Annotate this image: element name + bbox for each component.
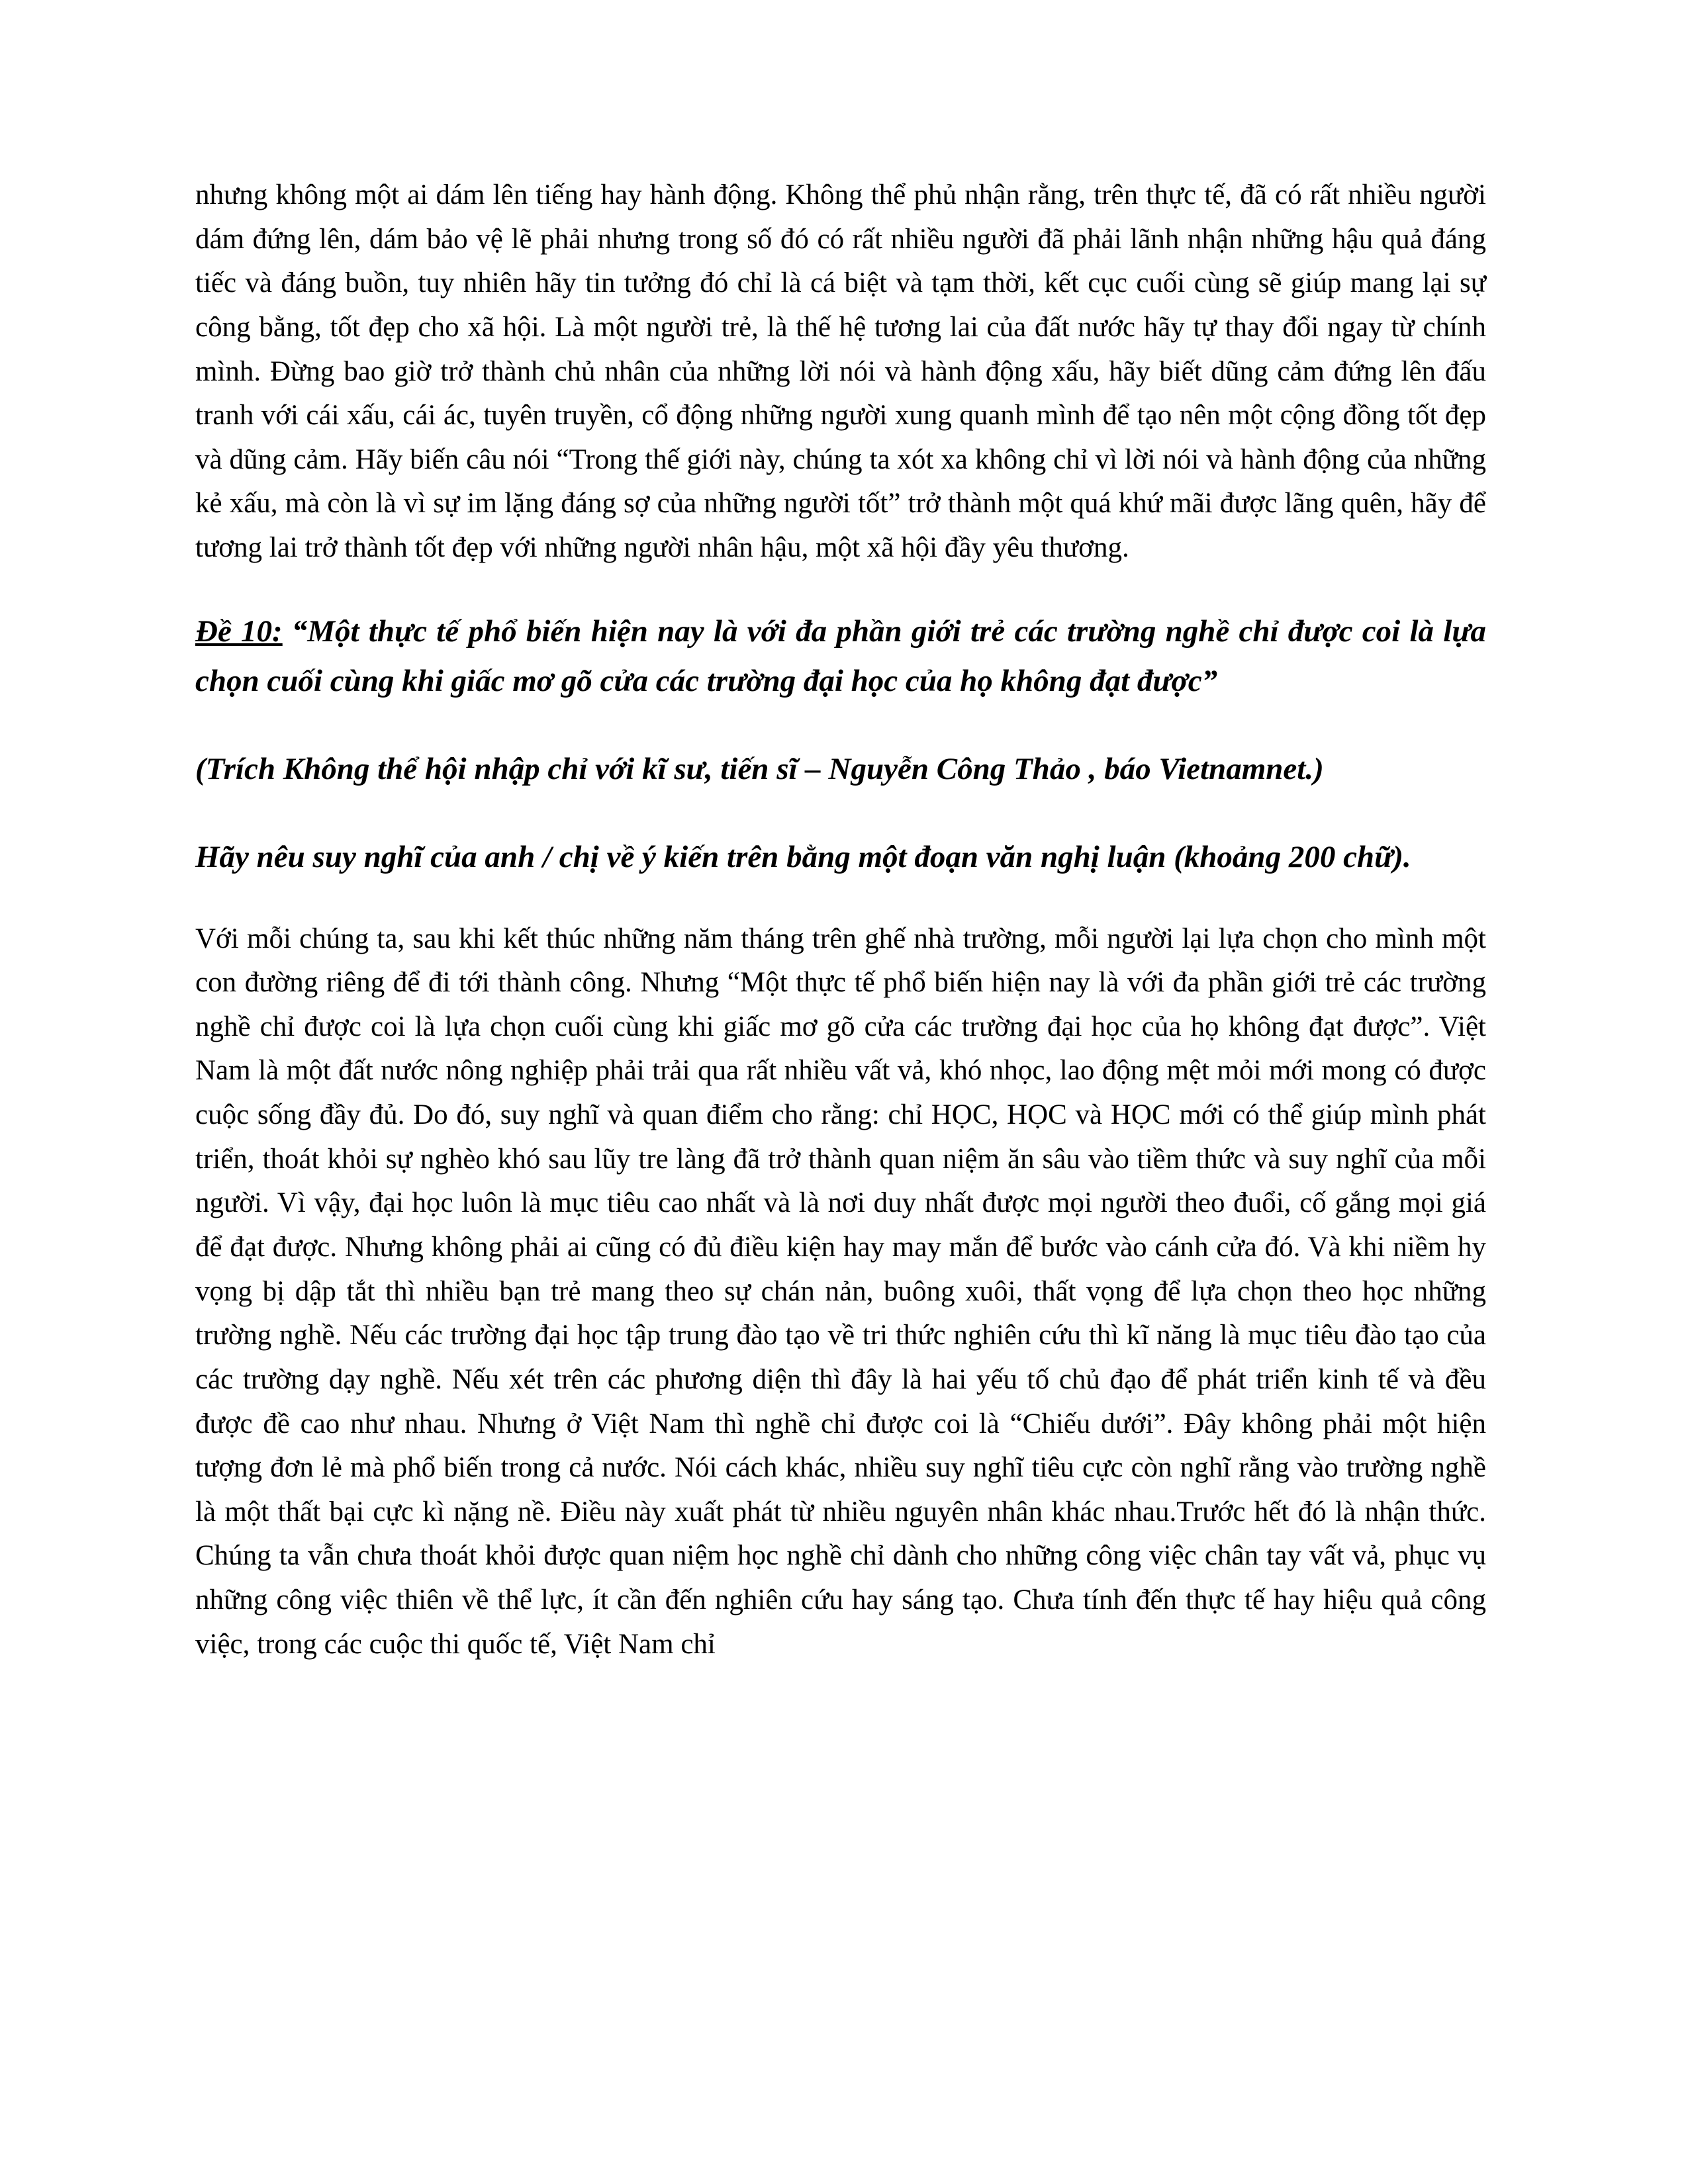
page-content bbox=[195, 173, 1486, 1666]
topic-heading bbox=[195, 607, 1486, 706]
paragraph-continuation: nhưng không một ai dám lên tiếng hay hành động. Không thể phủ nhận rằng, trên thực tế, đã có rất nhiều người dám đứng lên, dám bảo vệ lẽ phải nhưng trong số đó có rất nhiều người đã phải lãnh nhận những hậu quả đáng tiếc và đáng buồn, tuy nhiên hãy tin tưởng đó chỉ là cá biệt và tạm thời, kết cục cuối cùng sẽ giúp mang lại sự công bằng, tốt đẹp cho xã hội. Là một người trẻ, là thế hệ tương lai của đất nước hãy tự thay đổi ngay từ chính mình. Đừng bao giờ trở thành chủ nhân của những lời nói và hành động xấu, hãy biết dũng cảm đứng lên đấu tranh với cái xấu, cái ác, tuyên truyền, cổ động những người xung quanh mình để tạo nên một cộng đồng tốt đẹp và dũng cảm. Hãy biến câu nói “Trong thế giới này, chúng ta xót xa không chỉ vì lời nói và hành động của những kẻ xấu, mà còn là vì sự im lặng đáng sợ của những người tốt” trở thành một quá khứ mãi được lãng quên, hãy để tương lai trở thành tốt đẹp với những người nhân hậu, một xã hội đầy yêu thương. bbox=[195, 179, 1486, 564]
citation-line: (Trích Không thể hội nhập chỉ với kĩ sư, tiến sĩ – Nguyễn Công Thảo , báo Vietnamnet.) bbox=[195, 752, 1324, 787]
topic-label: Đề 10: bbox=[195, 614, 283, 649]
topic-quote: “Một thực tế phổ biến hiện nay là với đa phần giới trẻ các trường nghề chỉ được coi là lựa chọn cuối cùng khi giấc mơ gõ cửa các trường đại học của họ không đạt được” bbox=[195, 614, 1486, 698]
essay-body: Với mỗi chúng ta, sau khi kết thúc những năm tháng trên ghế nhà trường, mỗi người lại lựa chọn cho mình một con đường riêng để đi tới thành công. Nhưng “Một thực tế phổ biến hiện nay là với đa phần giới trẻ các trường nghề chỉ được coi là lựa chọn cuối cùng khi giấc mơ gõ cửa các trường đại học của họ không đạt được”. Việt Nam là một đất nước nông nghiệp phải trải qua rất nhiều vất vả, khó nhọc, lao động mệt mỏi mới mong có được cuộc sống đầy đủ. Do đó, suy nghĩ và quan điểm cho rằng: chỉ HỌC, HỌC và HỌC mới có thể giúp mình phát triển, thoát khỏi sự nghèo khó sau lũy tre làng đã trở thành quan niệm ăn sâu vào tiềm thức và suy nghĩ của mỗi người. Vì vậy, đại học luôn là mục tiêu cao nhất và là nơi duy nhất được mọi người theo đuổi, cố gắng mọi giá để đạt được. Nhưng không phải ai cũng có đủ điều kiện hay may mắn để bước vào cánh cửa đó. Và khi niềm hy vọng bị dập tắt thì nhiều bạn trẻ mang theo sự chán nản, buông xuôi, thất vọng để lựa chọn theo học những trường nghề. Nếu các trường đại học tập trung đào tạo về tri thức nghiên cứu thì kĩ năng là mục tiêu đào tạo của các trường dạy nghề. Nếu xét trên các phương diện thì đây là hai yếu tố chủ đạo để phát triển kinh tế và đều được đề cao như nhau. Nhưng ở Việt Nam thì nghề chỉ được coi là “Chiếu dưới”. Đây không phải một hiện tượng đơn lẻ mà phổ biến trong cả nước. Nói cách khác, nhiều suy nghĩ tiêu cực còn nghĩ rằng vào trường nghề là một thất bại cực kì nặng nề. Điều này xuất phát từ nhiều nguyên nhân khác nhau.Trước hết đó là nhận thức. Chúng ta vẫn chưa thoát khỏi được quan niệm học nghề chỉ dành cho những công việc chân tay vất vả, phục vụ những công việc thiên về thể lực, ít cần đến nghiên cứu hay sáng tạo. Chưa tính đến thực tế hay hiệu quả công việc, trong các cuộc thi quốc tế, Việt Nam chỉ bbox=[195, 923, 1486, 1660]
task-line: Hãy nêu suy nghĩ của anh / chị về ý kiến trên bằng một đoạn văn nghị luận (khoảng 200 chữ). bbox=[195, 840, 1411, 875]
